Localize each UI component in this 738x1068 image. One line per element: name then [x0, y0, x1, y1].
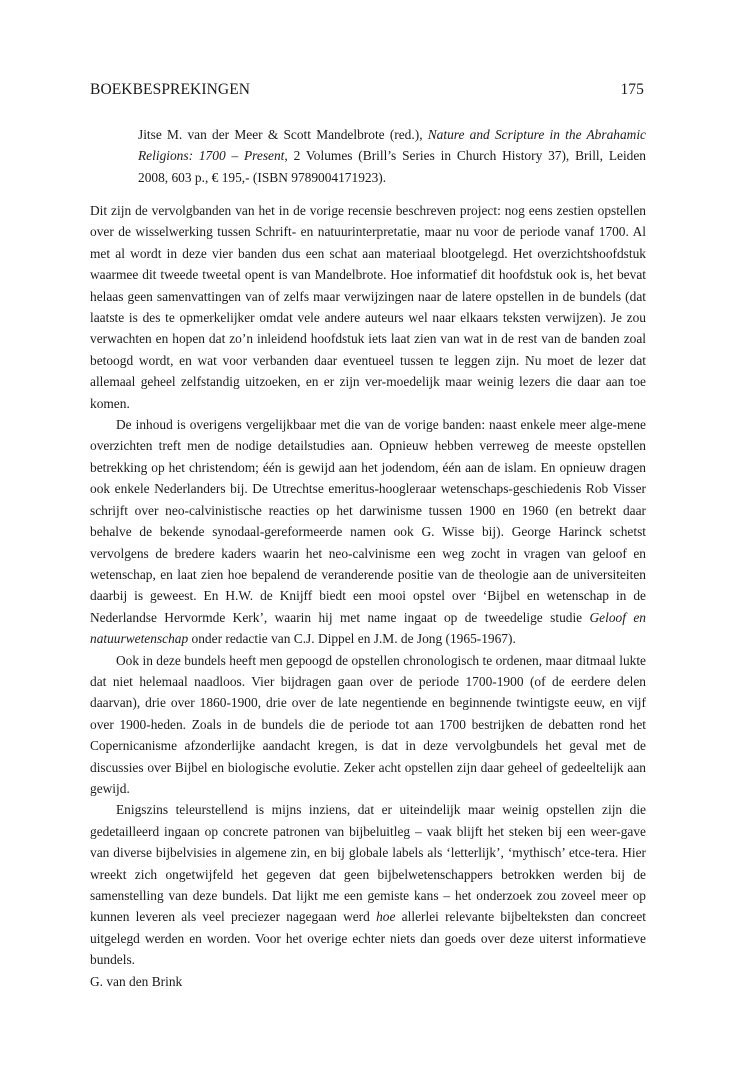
running-title: BOEKBESPREKINGEN: [90, 81, 251, 98]
paragraph-4-text: Enigszins teleurstellend is mijns inziens, dat er uiteindelijk maar weinig opstellen zijn die gedetailleerd ingaan op concrete patronen van bijbeluitleg – vaak blijft het steken bij een weer-gave van diverse bijbelvisies in algemene zin, en bij globale labels als ‘letterlijk’, ‘mythisch’ etce-tera. Hier wreekt zich ongetwijfeld het gegeven dat geen bijbelwetenschappers betrokken werden bij de samenstelling van deze bundels. Dat lijkt me een gemiste kans – het onderzoek zou zoveel meer op kunnen leveren als veel preciezer nagegaan werd: [90, 802, 646, 925]
reviewer-signature: G. van den Brink: [90, 973, 183, 989]
citation-title: Nature and Scripture in the Abrahamic Religions: 1700 – Present: [138, 127, 646, 164]
review-body: [90, 200, 646, 992]
paragraph-4-italic-word: hoe: [376, 909, 396, 925]
running-header: [90, 80, 644, 100]
paragraph-4-text-end: allerlei relevante bijbelteksten dan concreet uitgelegd werden en worden. Voor het overige echter niets dan goeds over deze uiterst informatieve bundels.: [90, 909, 646, 968]
bibliographic-citation: [138, 124, 646, 188]
paragraph-2-text-end: onder redactie van C.J. Dippel en J.M. de Jong (1965-1967).: [188, 631, 516, 647]
paragraph-3: Ook in deze bundels heeft men gepoogd de opstellen chronologisch te ordenen, maar ditmaal lukte dat niet helemaal naadloos. Vier bijdragen gaan over de periode 1700-1900 (of de eerdere delen daarvan), drie over 1860-1900, drie over de late negentiende en beginnende twintigste eeuw, en vijf over 1900-heden. Zoals in de bundels die de periode tot aan 1700 bestrijken de debatten rond het Copernicanisme afzonderlijke aandacht kregen, is dat in deze vervolgbundels het geval met de discussies over Bijbel en biologische evolutie. Zeker acht opstellen zijn daar geheel of gedeeltelijk aan gewijd.: [90, 652, 646, 796]
citation-authors: Jitse M. van der Meer & Scott Mandelbrote (red.),: [138, 127, 428, 142]
paragraph-2: [90, 414, 646, 649]
paragraph-4: [90, 799, 646, 970]
paragraph-1: Dit zijn de vervolgbanden van het in de vorige recensie beschreven project: nog eens zestien opstellen over de wisselwerking tussen Schrift- en natuurinterpretatie, maar nu voor de periode vanaf 1700. Al met al wordt in deze vier banden dus een schat aan materiaal blootgelegd. Het overzichtshoofdstuk waarmee dit tweede tweetal opent is van Mandelbrote. Hoe informatief dit hoofdstuk ook is, het bevat helaas geen samenvattingen van of zelfs maar verwijzingen naar de latere opstellen in de bundels (dat laatste is des te opmerkelijker omdat vele andere auteurs wel naar elkaars teksten verwijzen). Je zou verwachten en hopen dat zo’n inleidend hoofdstuk iets laat zien van wat in de rest van de banden zoal betoogd wordt, en wat voor verbanden daar eventueel tussen te leggen zijn. Nu moet de lezer dat allemaal geheel zelfstandig uitzoeken, en er zijn ver-moedelijk maar weinig lezers die daar aan toe komen.: [90, 203, 646, 411]
paragraph-2-text: De inhoud is overigens vergelijkbaar met die van de vorige banden: naast enkele meer alge-mene overzichten treft men de nodige detailstudies aan. Opnieuw hebben verreweg de meeste opstellen betrekking op het christendom; één is gewijd aan het jodendom, één aan de islam. En opnieuw dragen ook enkele Nederlanders bij. De Utrechtse emeritus-hoogleraar wetenschaps-geschiedenis Rob Visser schrijft over neo-calvinistische reacties op het darwinisme tussen 1900 en 1960 (en betrekt daar behalve de bekende synodaal-gereformeerde namen ook G. Wisse bij). George Harinck schetst vervolgens de bredere kaders waarin het neo-calvinisme een weg zocht in vragen van geloof en wetenschap, en laat zien hoe bepalend de veranderende positie van de theologie aan de universiteiten daarbij is geweest. En H.W. de Knijff biedt een mooi opstel over ‘Bijbel en wetenschap in de Nederlandse Hervormde Kerk’, waarin hij met name ingaat op de tweedelige studie: [90, 417, 646, 625]
citation-details: , 2 Volumes (Brill’s Series in Church History 37), Brill, Leiden 2008, 603 p., € 195,- (ISBN 9789004171923).: [138, 148, 647, 185]
paragraph-2-italic-title: Geloof en natuurwetenschap: [90, 609, 646, 647]
page-number: 175: [620, 81, 644, 98]
